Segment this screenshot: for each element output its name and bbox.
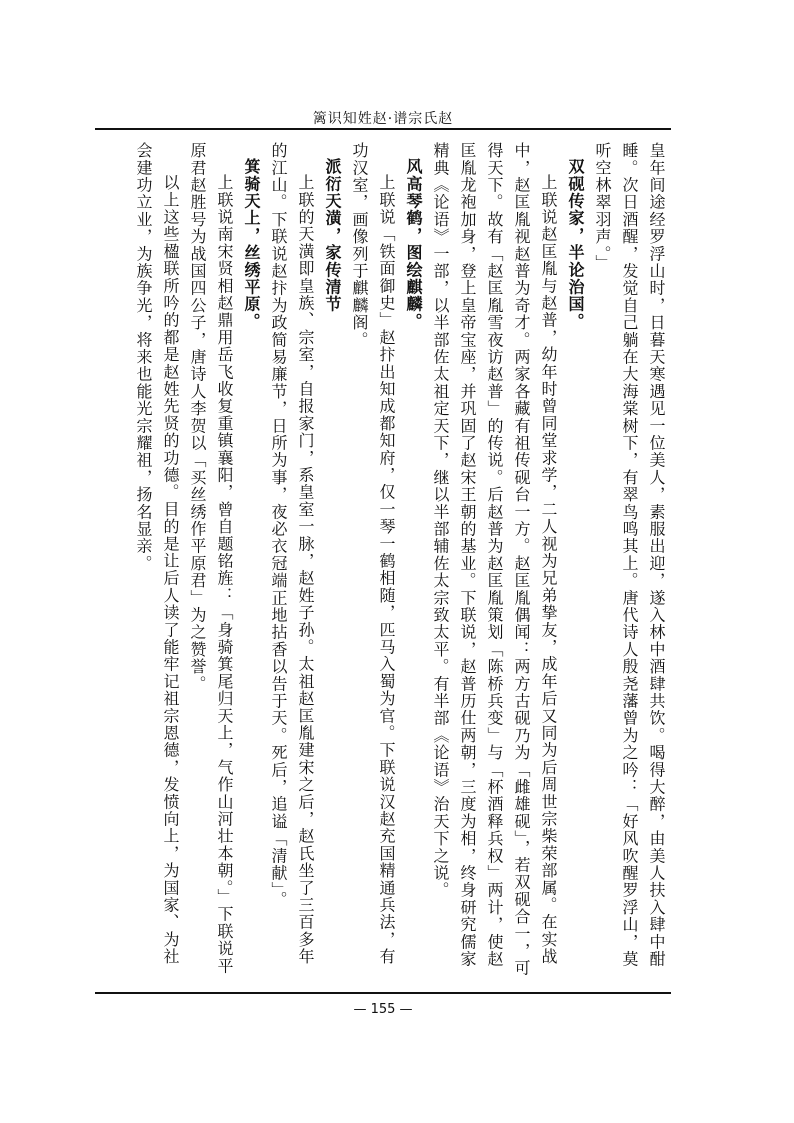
footer-rule [95,992,671,994]
paragraph: 上联说赵匡胤与赵普，幼年时曾同堂求学，二人视为兄弟挚友，成年后又同为后周世宗柴荣部属。在实战中，赵匡胤视赵普为奇才。两家各藏有祖传砚台一方。赵匡胤偶闻：两方古砚乃为「雌雄砚」，若双砚合一，可得天下。故有「赵匡胤雪夜访赵普」的传说。后赵普为赵匡胤策划「陈桥兵变」与「杯酒释兵权」两计，使赵匡胤龙袍加身，登上皇帝宝座，并巩固了赵宋王朝的基业。下联说，赵普历仕两朝，三度为相，终身研究儒家精典《论语》一部，以半部佐太祖定天下，继以半部辅佐太宗致太平。有半部《论语》治天下之说。 [431,142,558,977]
header-rule [95,128,671,130]
page-number: — 155 — [353,1002,413,1017]
paragraph: 上联说南宋贤相赵鼎用岳飞收复重镇襄阳，曾自题铭旌：「身骑箕尾归天上，气作山河壮本朝。」下联说平原君赵胜号为战国四公子，唐诗人李贺以「买丝绣作平原君」为之赞誉。 [188,142,234,975]
main-text [110,142,670,980]
paragraph: 上联说「铁面御史」赵抃出知成都知府，仅一琴一鹤相随，匹马入蜀为官。下联说汉赵充国精通兵法，有功汉室，画像列于麒麟阁。 [350,142,396,966]
paragraph: 以上这些楹联所吟的都是赵姓先贤的功德。目的是让后人读了能牢记祖宗恩德，发愤向上，为国家、为社会建功立业，为族争光，将来也能光宗耀祖，扬名显亲。 [134,142,180,966]
couplet-heading: 双砚传家，半论治国。 [566,158,585,330]
paragraph: 上联的天潢即皇族、宗室，自报家门，系皇室一脉，赵姓子孙。太祖赵匡胤建宋之后，赵氏坐了三百多年的江山。下联说赵抃为政简易廉节，日所为事，夜必衣冠端正地拈香以告于天。死后，追谥「清献」。 [269,142,315,966]
couplet-heading: 风高琴鹤，图绘麒麟。 [404,158,423,330]
paragraph-continued: 皇年间途经罗浮山时，日暮天寒遇见一位美人，素服出迎，遂入林中酒肆共饮。喝得大醉，由美人扶入肆中酣睡。次日酒醒，发觉自己躺在大海棠树下，有翠鸟鸣其上。唐代诗人殷尧藩曾为之吟：「好风吹醒罗浮山，莫听空林翠羽声。」 [593,142,666,968]
running-header: 篱识知姓赵·谱宗氏赵 [312,111,454,127]
couplet-heading: 箕骑天上，丝绣平原。 [242,158,261,330]
couplet-heading: 派衍天潢，家传清节 [323,158,342,313]
